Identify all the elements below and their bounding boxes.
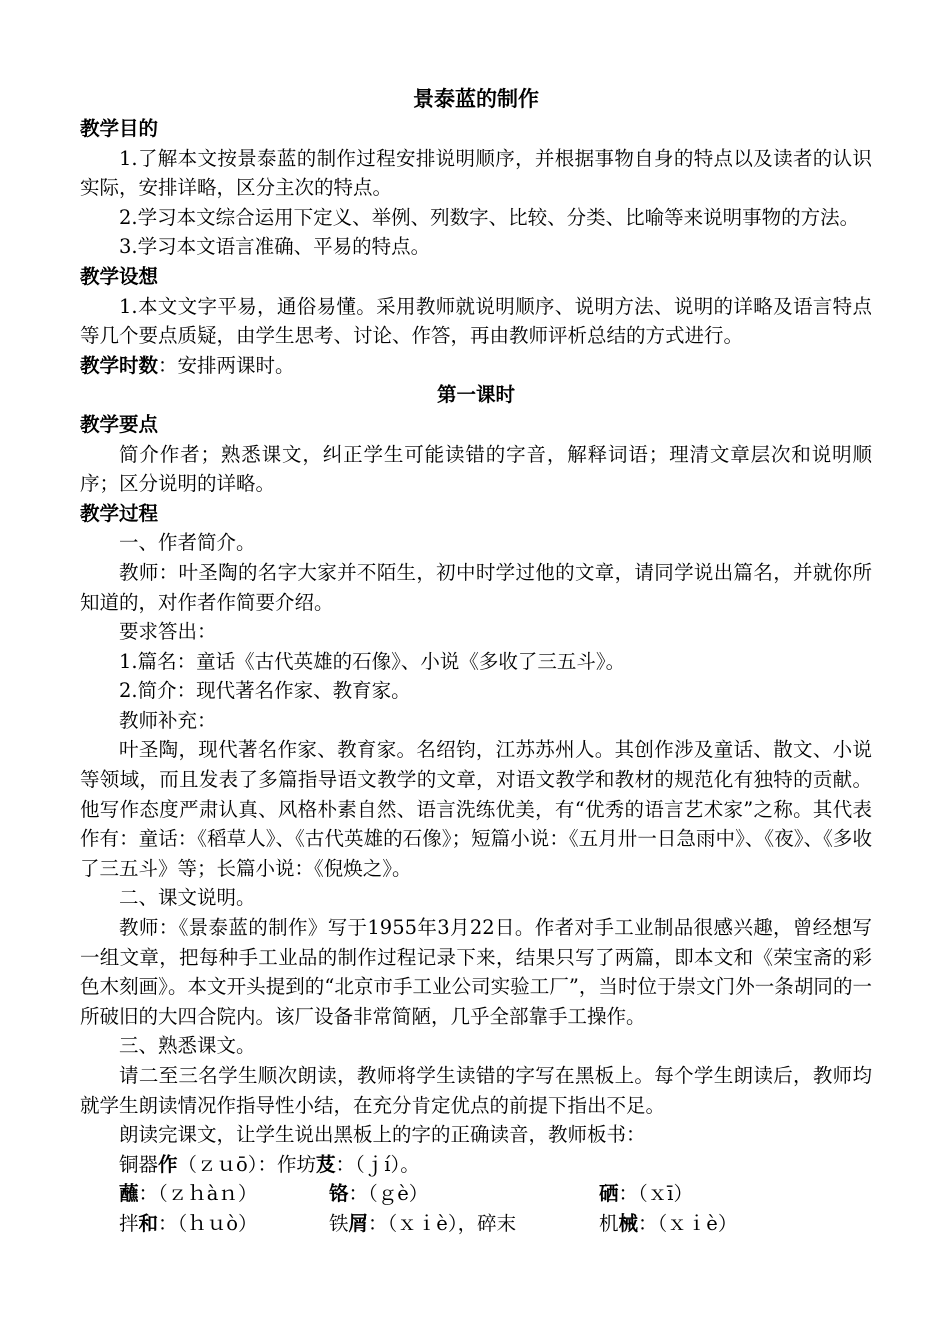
pinyin-word-pre: 机 <box>599 1211 619 1235</box>
process-heading: 教学过程 <box>80 501 159 525</box>
pinyin-line-1 <box>80 1150 872 1180</box>
answer-2: 2.简介：现代著名作家、教育家。 <box>119 679 411 703</box>
pinyin-char: 蘸 <box>119 1182 139 1206</box>
document-title: 景泰蓝的制作 <box>413 86 539 111</box>
objectives-heading: 教学目的 <box>80 117 159 140</box>
objective-item-2: 2.学习本文综合运用下定义、举例、列数字、比较、分类、比喻等来说明事物的方法。 <box>119 205 860 229</box>
teaching-hours-label: 教学时数 <box>80 353 159 377</box>
pinyin-reading: ：（ｊí）。 <box>335 1152 420 1176</box>
familiar-heading: 三、熟悉课文。 <box>119 1034 256 1058</box>
pinyin-reading: ：（ｘｉè） <box>638 1211 738 1235</box>
pinyin-word-pre: 铁 <box>329 1211 349 1235</box>
pinyin-word-pre: 拌 <box>119 1211 139 1235</box>
pinyin-row-3 <box>80 1209 872 1239</box>
familiar-text: 请二至三名学生顺次朗读，教师将学生读错的字写在黑板上。每个学生朗读后，教师均就学生朗读情况作指导性小结，在充分肯定优点的前提下指出不足。 <box>80 1064 872 1117</box>
author-intro-heading: 一、作者简介。 <box>119 531 256 555</box>
pinyin-char: 硒 <box>599 1182 619 1206</box>
pinyin-char: 作 <box>158 1152 178 1176</box>
keypoints-heading: 教学要点 <box>80 412 159 436</box>
teaching-hours <box>80 351 872 381</box>
pinyin-reading: ：（ｈｕò） <box>158 1211 258 1235</box>
pinyin-char: 芨 <box>316 1152 336 1176</box>
pinyin-reading: ：（ｚｈàｎ） <box>138 1182 258 1206</box>
objective-item-3: 3.学习本文语言准确、平易的特点。 <box>119 235 431 259</box>
pinyin-row-2 <box>80 1179 872 1209</box>
board-intro: 朗读完课文，让学生说出黑板上的字的正确读音，教师板书： <box>119 1123 646 1147</box>
pinyin-char: 屑 <box>348 1211 369 1235</box>
pinyin-char: 械 <box>618 1211 639 1235</box>
pinyin-reading: ：（ｇè） <box>348 1182 429 1206</box>
keypoints-text: 简介作者；熟悉课文，纠正学生可能读错的字音，解释词语；理清文章层次和说明顺序；区分说明的详略。 <box>80 442 872 496</box>
pinyin-reading: （ｚｕō）：作坊 <box>177 1152 317 1176</box>
pinyin-entry <box>119 1179 329 1209</box>
pinyin-entry <box>119 1209 329 1239</box>
pinyin-entry <box>599 1179 839 1209</box>
objective-item-1: 1.了解本文按景泰蓝的制作过程安排说明顺序，并根据事物自身的特点以及读者的认识实际，安排详略，区分主次的特点。 <box>80 146 872 200</box>
explain-text: 教师：《景泰蓝的制作》写于1955年3月22日。作者对手工业制品很感兴趣，曾经想写一组文章，把每种手工业品的制作过程记录下来，结果只写了两篇，即本文和《荣宝斋的彩色木刻画》。本文开头提到的“北京市手工业公司实验工厂”，当时位于崇文门外一条胡同的一所破旧的大四合院内。该厂设备非常简陋，几乎全部靠手工操作。 <box>80 916 872 1028</box>
supplement-text: 叶圣陶，现代著名作家、教育家。名绍钧，江苏苏州人。其创作涉及童话、散文、小说等领域，而且发表了多篇指导语文教学的文章，对语文教学和教材的规范化有独特的贡献。他写作态度严肃认真、风格朴素自然、语言洗练优美，有“优秀的语言艺术家”之称。其代表作有：童话：《稻草人》、《古代英雄的石像》；短篇小说：《五月卅一日急雨中》、《夜》、《多收了三五斗》等；长篇小说：《倪焕之》。 <box>80 738 872 880</box>
pinyin-entry <box>329 1209 599 1239</box>
pinyin-char: 铬 <box>329 1182 349 1206</box>
design-heading: 教学设想 <box>80 264 159 288</box>
pinyin-entry <box>329 1179 599 1209</box>
document-page <box>80 84 872 1239</box>
supplement-label: 教师补充： <box>119 708 217 732</box>
pinyin-char: 和 <box>138 1211 159 1235</box>
design-item-1: 1.本文文字平易，通俗易懂。采用教师就说明顺序、说明方法、说明的详略及语言特点等几个要点质疑，由学生思考、讨论、作答，再由教师评析总结的方式进行。 <box>80 294 872 348</box>
pinyin-reading: ：（ｘī） <box>618 1182 694 1206</box>
pinyin-word-pre: 铜器 <box>119 1152 159 1176</box>
teacher-question: 教师：叶圣陶的名字大家并不陌生，初中时学过他的文章，请同学说出篇名，并就你所知道的，对作者作简要介绍。 <box>80 560 872 614</box>
answer-1: 1.篇名：童话《古代英雄的石像》、小说《多收了三五斗》。 <box>119 649 626 673</box>
lesson1-title: 第一课时 <box>436 383 515 407</box>
teaching-hours-value: ：安排两课时。 <box>158 353 295 377</box>
require-label: 要求答出： <box>119 620 217 644</box>
explain-heading: 二、课文说明。 <box>119 886 256 910</box>
pinyin-entry <box>599 1209 839 1239</box>
pinyin-reading: ：（ｘｉè），碎末 <box>368 1211 517 1235</box>
